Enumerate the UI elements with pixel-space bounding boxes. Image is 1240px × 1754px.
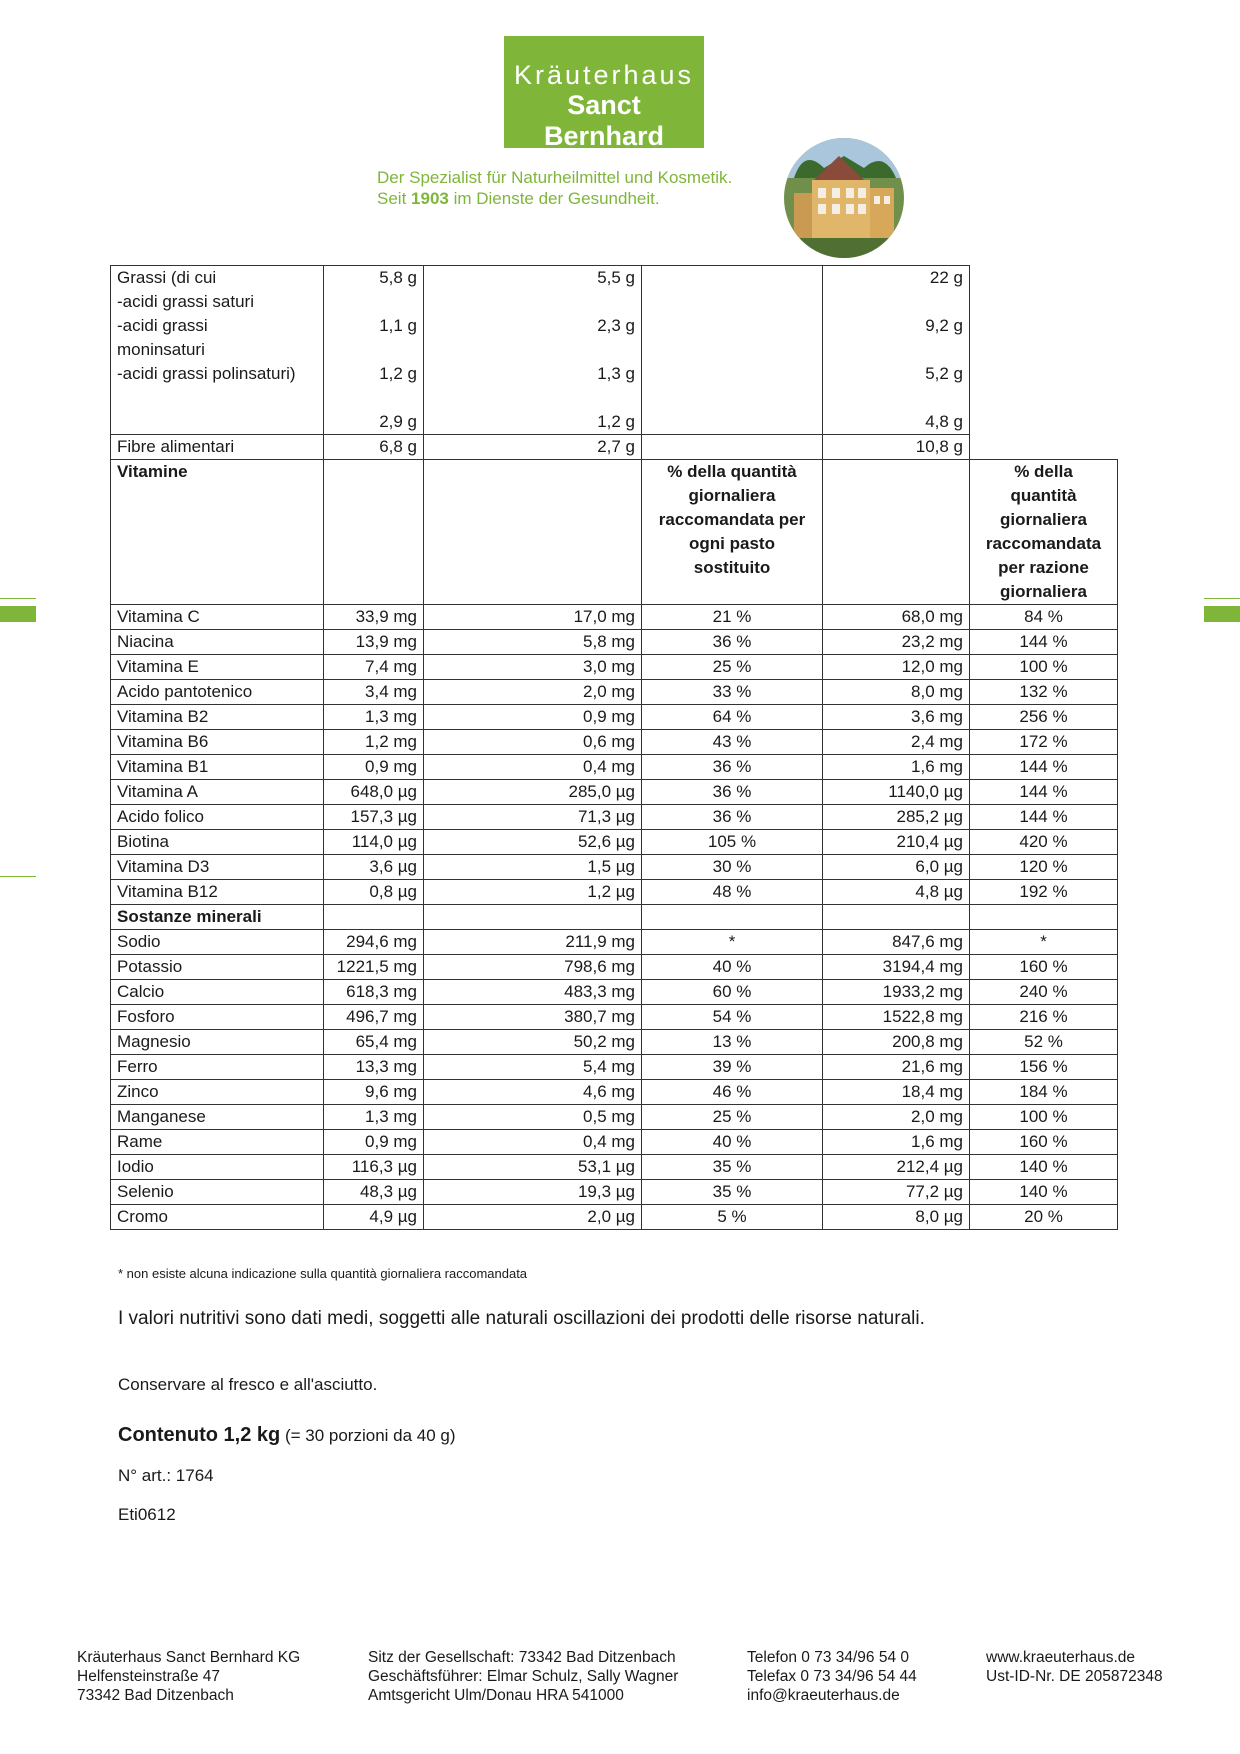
fat-col4: 22 g 9,2 g 5,2 g 4,8 g <box>823 266 970 435</box>
nutrient-name: Zinco <box>111 1080 324 1105</box>
pct-per-meal: 25 % <box>642 1105 823 1130</box>
vitamin-header-label: Vitamine <box>111 460 324 605</box>
nutrient-name: Niacina <box>111 630 324 655</box>
vitamin-row <box>111 680 1118 705</box>
vitamin-row <box>111 805 1118 830</box>
per-day: 8,0 mg <box>823 680 970 705</box>
mineral-row <box>111 1030 1118 1055</box>
per-portion: 0,6 mg <box>424 730 642 755</box>
mineral-row <box>111 1155 1118 1180</box>
per-100g: 0,8 µg <box>324 880 424 905</box>
vitamin-row <box>111 830 1118 855</box>
pct-per-meal: 35 % <box>642 1155 823 1180</box>
per-100g: 157,3 µg <box>324 805 424 830</box>
nutrient-name: Iodio <box>111 1155 324 1180</box>
nutrient-name: Manganese <box>111 1105 324 1130</box>
pct-per-day: 156 % <box>970 1055 1118 1080</box>
storage-note: Conservare al fresco e all'asciutto. <box>118 1375 378 1394</box>
per-100g: 1,3 mg <box>324 1105 424 1130</box>
footer-address: Kräuterhaus Sanct Bernhard KG Helfensteinstraße 47 73342 Bad Ditzenbach <box>77 1649 301 1704</box>
per-day: 4,8 µg <box>823 880 970 905</box>
company-logo <box>504 36 704 151</box>
nutrient-name: Acido folico <box>111 805 324 830</box>
per-100g: 33,9 mg <box>324 605 424 630</box>
nutrient-name: Calcio <box>111 980 324 1005</box>
fold-line-left <box>0 598 36 599</box>
nutrient-name: Ferro <box>111 1055 324 1080</box>
mineral-row <box>111 980 1118 1005</box>
per-100g: 3,6 µg <box>324 855 424 880</box>
per-100g: 7,4 mg <box>324 655 424 680</box>
pct-per-day: * <box>970 930 1118 955</box>
mineral-row <box>111 1080 1118 1105</box>
per-day: 212,4 µg <box>823 1155 970 1180</box>
per-day: 200,8 mg <box>823 1030 970 1055</box>
pct-per-day: 184 % <box>970 1080 1118 1105</box>
minerals-section-row <box>111 905 1118 930</box>
mineral-row <box>111 1205 1118 1230</box>
per-portion: 483,3 mg <box>424 980 642 1005</box>
pct-per-meal: * <box>642 930 823 955</box>
pct-per-day: 240 % <box>970 980 1118 1005</box>
pct-meal-header: % della quantità giornaliera raccomandata per ogni pasto sostituito <box>642 460 823 605</box>
punch-line-left <box>0 876 36 877</box>
per-day: 77,2 µg <box>823 1180 970 1205</box>
per-100g: 1,3 mg <box>324 705 424 730</box>
per-100g: 13,3 mg <box>324 1055 424 1080</box>
pct-per-day: 172 % <box>970 730 1118 755</box>
pct-per-meal: 48 % <box>642 880 823 905</box>
per-100g: 0,9 mg <box>324 755 424 780</box>
per-portion: 50,2 mg <box>424 1030 642 1055</box>
pct-per-day: 140 % <box>970 1155 1118 1180</box>
pct-per-meal: 36 % <box>642 805 823 830</box>
pct-per-day: 100 % <box>970 1105 1118 1130</box>
minerals-section-label: Sostanze minerali <box>111 905 324 930</box>
per-day: 847,6 mg <box>823 930 970 955</box>
pct-per-day: 144 % <box>970 780 1118 805</box>
fat-col3 <box>642 266 823 435</box>
fold-line-right <box>1204 598 1240 599</box>
nutrient-name: Rame <box>111 1130 324 1155</box>
per-day: 21,6 mg <box>823 1055 970 1080</box>
per-day: 1522,8 mg <box>823 1005 970 1030</box>
pct-per-day: 132 % <box>970 680 1118 705</box>
pct-per-meal: 30 % <box>642 855 823 880</box>
per-day: 18,4 mg <box>823 1080 970 1105</box>
per-portion: 0,5 mg <box>424 1105 642 1130</box>
fat-labels: Grassi (di cui -acidi grassi saturi -acidi grassi moninsaturi -acidi grassi polinsaturi) <box>111 266 324 435</box>
per-portion: 17,0 mg <box>424 605 642 630</box>
vitamin-row <box>111 730 1118 755</box>
per-day: 1933,2 mg <box>823 980 970 1005</box>
nutrient-name: Potassio <box>111 955 324 980</box>
per-100g: 496,7 mg <box>324 1005 424 1030</box>
nutrition-note: I valori nutritivi sono dati medi, soggetti alle naturali oscillazioni dei prodotti delle risorse naturali. <box>118 1308 925 1329</box>
pct-per-meal: 25 % <box>642 655 823 680</box>
pct-per-meal: 36 % <box>642 630 823 655</box>
per-portion: 19,3 µg <box>424 1180 642 1205</box>
per-day: 285,2 µg <box>823 805 970 830</box>
vitamin-row <box>111 855 1118 880</box>
per-portion: 5,8 mg <box>424 630 642 655</box>
pct-per-meal: 60 % <box>642 980 823 1005</box>
mineral-row <box>111 955 1118 980</box>
per-100g: 48,3 µg <box>324 1180 424 1205</box>
nutrient-name: Acido pantotenico <box>111 680 324 705</box>
tagline-line1: Der Spezialist für Naturheilmittel und Kosmetik. <box>377 168 733 187</box>
per-100g: 9,6 mg <box>324 1080 424 1105</box>
nutrient-name: Vitamina B12 <box>111 880 324 905</box>
pct-per-meal: 54 % <box>642 1005 823 1030</box>
mineral-row <box>111 1105 1118 1130</box>
pct-per-meal: 5 % <box>642 1205 823 1230</box>
per-100g: 3,4 mg <box>324 680 424 705</box>
per-100g: 116,3 µg <box>324 1155 424 1180</box>
pct-per-meal: 35 % <box>642 1180 823 1205</box>
per-100g: 0,9 mg <box>324 1130 424 1155</box>
fat-col2: 5,5 g 2,3 g 1,3 g 1,2 g <box>424 266 642 435</box>
fibre-col1: 6,8 g <box>324 435 424 460</box>
nutrient-name: Magnesio <box>111 1030 324 1055</box>
per-100g: 65,4 mg <box>324 1030 424 1055</box>
fat-col1: 5,8 g 1,1 g 1,2 g 2,9 g <box>324 266 424 435</box>
nutrient-name: Biotina <box>111 830 324 855</box>
pct-per-meal: 40 % <box>642 1130 823 1155</box>
per-100g: 114,0 µg <box>324 830 424 855</box>
footer-contact: Telefon 0 73 34/96 54 0 Telefax 0 73 34/96 54 44 info@kraeuterhaus.de <box>747 1649 917 1704</box>
nutrient-name: Vitamina B6 <box>111 730 324 755</box>
per-day: 3194,4 mg <box>823 955 970 980</box>
per-100g: 13,9 mg <box>324 630 424 655</box>
fibre-label: Fibre alimentari <box>111 435 324 460</box>
pct-per-day: 140 % <box>970 1180 1118 1205</box>
per-day: 3,6 mg <box>823 705 970 730</box>
pct-day-header: % della quantità giornaliera raccomandata per razione giornaliera <box>970 460 1118 605</box>
per-day: 210,4 µg <box>823 830 970 855</box>
vitamin-row <box>111 755 1118 780</box>
pct-per-day: 144 % <box>970 755 1118 780</box>
per-portion: 380,7 mg <box>424 1005 642 1030</box>
per-portion: 285,0 µg <box>424 780 642 805</box>
nutrient-name: Vitamina B1 <box>111 755 324 780</box>
pct-per-meal: 33 % <box>642 680 823 705</box>
pct-per-day: 216 % <box>970 1005 1118 1030</box>
per-day: 1140,0 µg <box>823 780 970 805</box>
label-code: Eti0612 <box>118 1505 176 1524</box>
pct-per-meal: 39 % <box>642 1055 823 1080</box>
mineral-row <box>111 1180 1118 1205</box>
per-day: 1,6 mg <box>823 755 970 780</box>
vitamin-row <box>111 630 1118 655</box>
nutrition-table <box>110 265 1118 1230</box>
nutrient-name: Vitamina C <box>111 605 324 630</box>
pct-per-meal: 43 % <box>642 730 823 755</box>
per-portion: 0,9 mg <box>424 705 642 730</box>
fat-row <box>111 266 1118 435</box>
per-portion: 71,3 µg <box>424 805 642 830</box>
pct-per-meal: 21 % <box>642 605 823 630</box>
per-100g: 618,3 mg <box>324 980 424 1005</box>
building-photo <box>784 138 904 258</box>
per-portion: 1,5 µg <box>424 855 642 880</box>
per-portion: 0,4 mg <box>424 1130 642 1155</box>
per-portion: 1,2 µg <box>424 880 642 905</box>
pct-per-day: 20 % <box>970 1205 1118 1230</box>
footnote: * non esiste alcuna indicazione sulla quantità giornaliera raccomandata <box>118 1266 528 1281</box>
pct-per-meal: 105 % <box>642 830 823 855</box>
nutrient-name: Vitamina B2 <box>111 705 324 730</box>
per-day: 8,0 µg <box>823 1205 970 1230</box>
pct-per-day: 160 % <box>970 955 1118 980</box>
pct-per-day: 120 % <box>970 855 1118 880</box>
pct-per-meal: 64 % <box>642 705 823 730</box>
per-portion: 52,6 µg <box>424 830 642 855</box>
mineral-row <box>111 1005 1118 1030</box>
per-portion: 211,9 mg <box>424 930 642 955</box>
nutrient-name: Sodio <box>111 930 324 955</box>
per-day: 2,0 mg <box>823 1105 970 1130</box>
per-portion: 3,0 mg <box>424 655 642 680</box>
per-portion: 4,6 mg <box>424 1080 642 1105</box>
logo-text-line1: Kräuterhaus <box>513 60 695 90</box>
vitamin-row <box>111 655 1118 680</box>
nutrient-name: Vitamina E <box>111 655 324 680</box>
pct-per-day: 160 % <box>970 1130 1118 1155</box>
nutrient-name: Vitamina A <box>111 780 324 805</box>
pct-per-meal: 36 % <box>642 755 823 780</box>
per-100g: 4,9 µg <box>324 1205 424 1230</box>
pct-per-day: 420 % <box>970 830 1118 855</box>
margin-marker-left <box>0 606 36 622</box>
pct-per-meal: 36 % <box>642 780 823 805</box>
nutrient-name: Cromo <box>111 1205 324 1230</box>
per-portion: 53,1 µg <box>424 1155 642 1180</box>
nutrient-name: Fosforo <box>111 1005 324 1030</box>
logo-text-line2: Sanct Bernhard <box>543 90 665 151</box>
per-day: 12,0 mg <box>823 655 970 680</box>
pct-per-day: 84 % <box>970 605 1118 630</box>
per-day: 2,4 mg <box>823 730 970 755</box>
vitamin-header-row <box>111 460 1118 605</box>
per-100g: 648,0 µg <box>324 780 424 805</box>
per-100g: 294,6 mg <box>324 930 424 955</box>
per-portion: 0,4 mg <box>424 755 642 780</box>
per-100g: 1,2 mg <box>324 730 424 755</box>
pct-per-day: 192 % <box>970 880 1118 905</box>
margin-marker-right <box>1204 606 1240 622</box>
per-day: 23,2 mg <box>823 630 970 655</box>
per-100g: 1221,5 mg <box>324 955 424 980</box>
per-portion: 5,4 mg <box>424 1055 642 1080</box>
per-portion: 2,0 mg <box>424 680 642 705</box>
pct-per-day: 144 % <box>970 630 1118 655</box>
pct-per-day: 52 % <box>970 1030 1118 1055</box>
pct-per-meal: 13 % <box>642 1030 823 1055</box>
pct-per-day: 144 % <box>970 805 1118 830</box>
fibre-col4: 10,8 g <box>823 435 970 460</box>
vitamin-row <box>111 780 1118 805</box>
pct-per-day: 256 % <box>970 705 1118 730</box>
pct-per-day: 100 % <box>970 655 1118 680</box>
fibre-row <box>111 435 1118 460</box>
vitamin-row <box>111 605 1118 630</box>
per-day: 6,0 µg <box>823 855 970 880</box>
tagline-line2: Seit 1903 im Dienste der Gesundheit. <box>377 189 660 208</box>
mineral-row <box>111 930 1118 955</box>
per-day: 68,0 mg <box>823 605 970 630</box>
footer-web: www.kraeuterhaus.de Ust-ID-Nr. DE 205872348 <box>986 1649 1163 1685</box>
nutrient-name: Selenio <box>111 1180 324 1205</box>
pct-per-meal: 46 % <box>642 1080 823 1105</box>
mineral-row <box>111 1055 1118 1080</box>
article-number: N° art.: 1764 <box>118 1466 214 1485</box>
company-tagline <box>377 167 732 209</box>
per-portion: 2,0 µg <box>424 1205 642 1230</box>
vitamin-row <box>111 705 1118 730</box>
content-info: Contenuto 1,2 kg (= 30 porzioni da 40 g) <box>118 1424 456 1446</box>
footer-company-info: Sitz der Gesellschaft: 73342 Bad Ditzenbach Geschäftsführer: Elmar Schulz, Sally Wagner Amtsgericht Ulm/Donau HRA 541000 <box>368 1649 679 1704</box>
per-portion: 798,6 mg <box>424 955 642 980</box>
mineral-row <box>111 1130 1118 1155</box>
vitamin-row <box>111 880 1118 905</box>
fibre-col2: 2,7 g <box>424 435 642 460</box>
pct-per-meal: 40 % <box>642 955 823 980</box>
per-day: 1,6 mg <box>823 1130 970 1155</box>
nutrient-name: Vitamina D3 <box>111 855 324 880</box>
